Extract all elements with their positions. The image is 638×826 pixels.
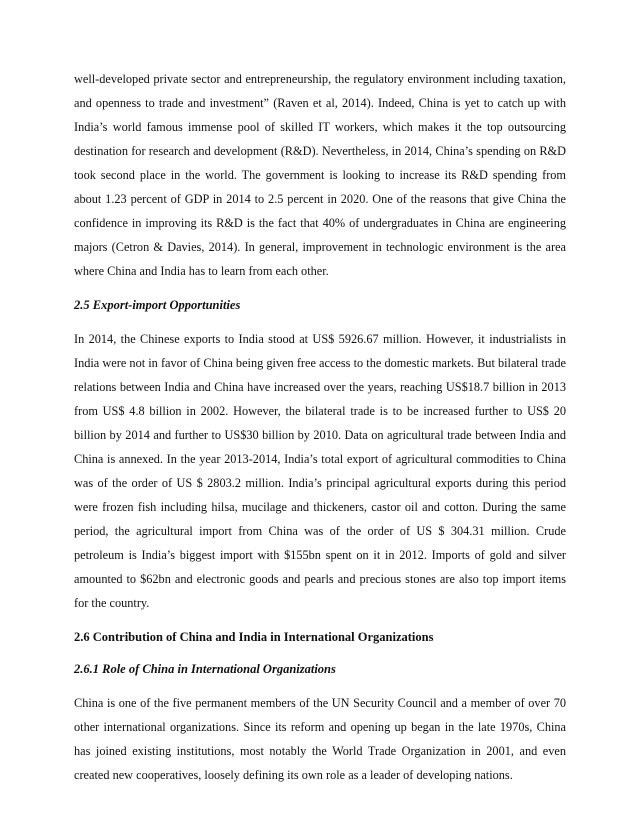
body-paragraph-rd: well-developed private sector and entrepreneurship, the regulatory environment including taxation, and openness to trade and investment” (Raven et al, 2014). Indeed, China is yet to catch up with India’s world famous immense pool of skilled IT workers, which makes it the top outsourcing destination for research and development (R&D). Nevertheless, in 2014, China’s spending on R&D took second place in the world. The government is looking to increase its R&D spending from about 1.23 percent of GDP in 2014 to 2.5 percent in 2020. One of the reasons that give China the confidence in improving its R&D is the fact that 40% of undergraduates in China are engineering majors (Cetron & Davies, 2014). In general, improvement in technologic environment is the area where China and India has to learn from each other. [74,72,566,278]
body-paragraph-china-role: China is one of the five permanent members of the UN Security Council and a member of over 70 other international organizations. Since its reform and opening up began in the late 1970s, China has joined existing institutions, most notably the World Trade Organization in 2001, and even created new cooperatives, loosely defining its own role as a leader of developing nations. [74,696,566,782]
document-page [74,67,566,787]
subsection-heading-china-role: 2.6.1 Role of China in International Organizations [74,662,336,676]
section-heading-international-organizations: 2.6 Contribution of China and India in International Organizations [74,630,434,644]
body-paragraph-trade: In 2014, the Chinese exports to India stood at US$ 5926.67 million. However, it industrialists in India were not in favor of China being given free access to the domestic markets. But bilateral trade relations between India and China have increased over the years, reaching US$18.7 billion in 2013 from US$ 4.8 billion in 2002. However, the bilateral trade is to be increased further to US$ 20 billion by 2014 and further to US$30 billion by 2010. Data on agricultural trade between India and China is annexed. In the year 2013-2014, India’s total export of agricultural commodities to China was of the order of US $ 2803.2 million. India’s principal agricultural exports during this period were frozen fish including hilsa, mucilage and thickeners, castor oil and cotton. During the same period, the agricultural import from China was of the order of US $ 304.31 million. Crude petroleum is India’s biggest import with $155bn spent on it in 2012. Imports of gold and silver amounted to $62bn and electronic goods and pearls and precious stones are also top import items for the country. [74,332,566,610]
section-heading-export-import: 2.5 Export-import Opportunities [74,298,241,312]
